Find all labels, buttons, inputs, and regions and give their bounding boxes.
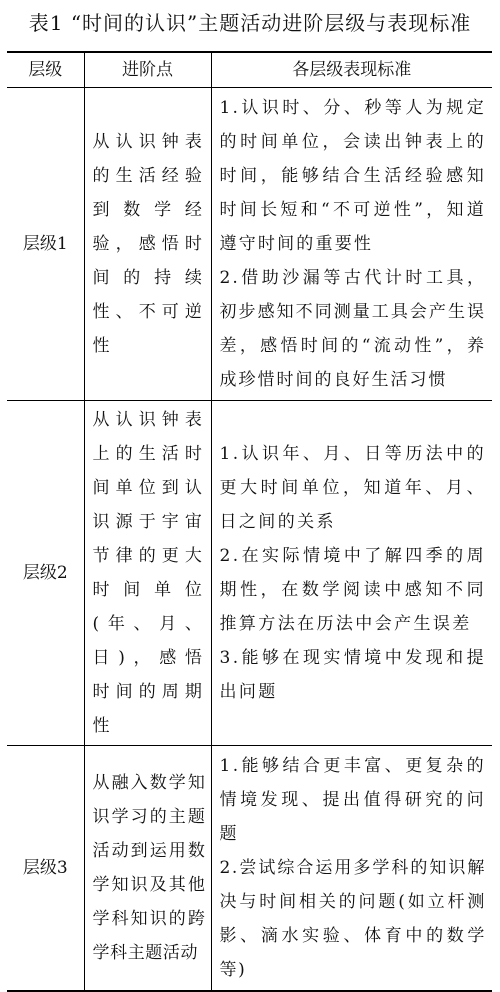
- standard-item: 2.借助沙漏等古代计时工具，初步感知不同测量工具会产生误差，感悟时间的“流动性”，养成珍惜时间的良好生活习惯: [219, 268, 486, 390]
- standard-item: 1.能够结合更丰富、更复杂的情境发现、提出值得研究的问题: [219, 756, 486, 844]
- header-progression: 进阶点: [84, 52, 211, 88]
- progression-cell: 从认识钟表上的生活时间单位到认识源于宇宙节律的更大时间单位(年、月、日)，感悟时间的周期性: [84, 401, 211, 746]
- table-row-level-3: [7, 746, 492, 992]
- standards-cell: [211, 401, 492, 746]
- standard-item: 1.认识时、分、秒等人为规定的时间单位，会读出钟表上的时间，能够结合生活经验感知时间长短和“不可逆性”，知道遵守时间的重要性: [219, 98, 486, 254]
- level-cell: 层级2: [7, 401, 84, 746]
- progression-cell: 从融入数学知识学习的主题活动到运用数学知识及其他学科知识的跨学科主题活动: [84, 746, 211, 992]
- standards-cell: [211, 88, 492, 401]
- standards-cell: [211, 746, 492, 992]
- header-standards: 各层级表现标准: [211, 52, 492, 88]
- standard-item: 2.在实际情境中了解四季的周期性，在数学阅读中感知不同推算方法在历法中会产生误差: [219, 546, 486, 634]
- table-row-level-2: [7, 401, 492, 746]
- level-cell: 层级1: [7, 88, 84, 401]
- progression-cell: 从认识钟表的生活经验到数学经验，感悟时间的持续性、不可逆性: [84, 88, 211, 401]
- progression-table: [7, 51, 492, 992]
- level-cell: 层级3: [7, 746, 84, 992]
- header-row: [7, 52, 492, 88]
- table-caption: 表1 “时间的认识”主题活动进阶层级与表现标准: [28, 11, 472, 35]
- table-row-level-1: [7, 88, 492, 401]
- standard-item: 2.尝试综合运用多学科的知识解决与时间相关的问题(如立杆测影、滴水实验、体育中的数学等): [219, 858, 486, 980]
- header-level: 层级: [7, 52, 84, 88]
- standard-item: 3.能够在现实情境中发现和提出问题: [219, 648, 486, 702]
- standard-item: 1.认识年、月、日等历法中的更大时间单位，知道年、月、日之间的关系: [219, 444, 486, 532]
